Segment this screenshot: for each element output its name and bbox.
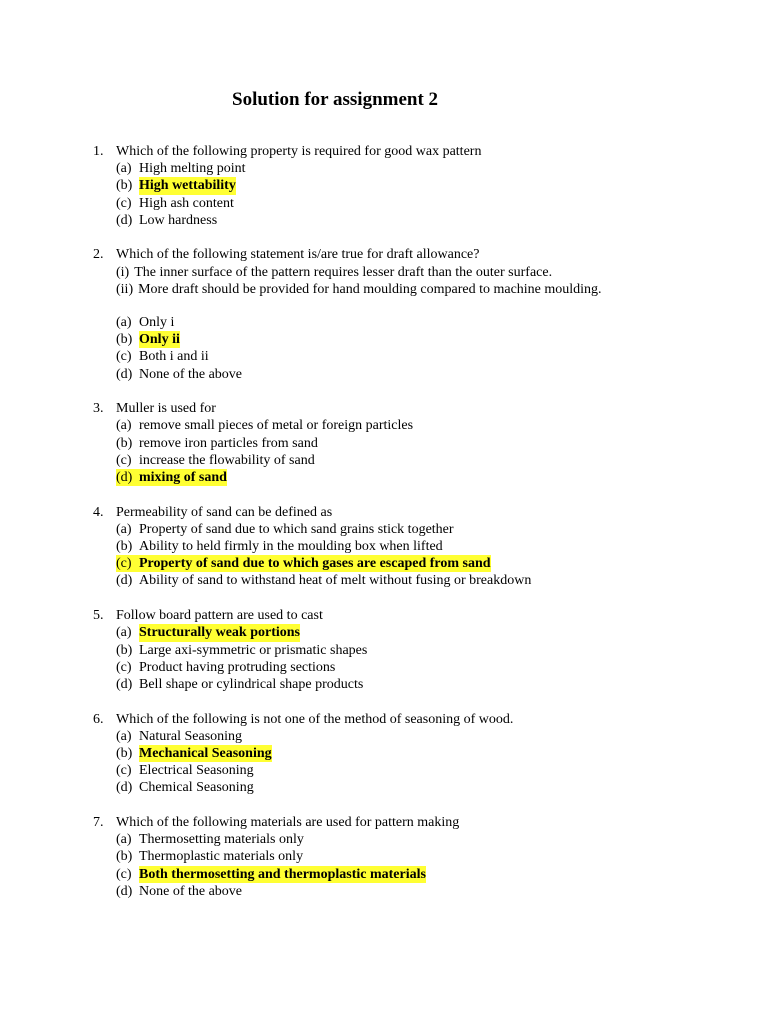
option-text: Low hardness: [139, 212, 218, 228]
option-text: Both i and ii: [139, 349, 209, 365]
option-label: (a): [116, 315, 132, 330]
page-title: Solution for assignment 2: [232, 89, 439, 110]
answer-highlight: Property of sand due to which gases are escaped from sand: [139, 556, 491, 572]
question-text: Muller is used for: [116, 401, 216, 417]
statement-item: [93, 281, 733, 298]
option-label: (a): [116, 625, 132, 641]
question-4: [93, 504, 733, 590]
option-item: [93, 762, 733, 779]
option-text: Thermosetting materials only: [139, 832, 304, 848]
option-item: [93, 642, 733, 659]
option-label: (c): [116, 452, 132, 468]
option-item: [93, 452, 733, 469]
question-stem: [93, 814, 733, 831]
option-label: (d): [116, 676, 133, 692]
statement-label: (i): [116, 264, 130, 280]
option-text: None of the above: [139, 366, 243, 382]
option-item: [93, 417, 733, 434]
option-text: Chemical Seasoning: [139, 780, 254, 796]
spacer: [93, 229, 733, 247]
option-label: (c): [116, 555, 139, 572]
spacer: [93, 590, 733, 608]
option-text: Ability to held firmly in the moulding box when lifted: [139, 539, 443, 555]
answer-highlight: Structurally weak portions: [139, 625, 300, 641]
option-item: [93, 366, 733, 383]
statement-item: [93, 264, 733, 281]
answer-option: [93, 469, 733, 486]
option-label: (c): [116, 349, 132, 365]
option-text: Electrical Seasoning: [139, 763, 254, 779]
answer-option: [93, 177, 733, 194]
option-label: (c): [116, 195, 132, 211]
option-label: (a): [116, 161, 132, 177]
option-item: [93, 848, 733, 865]
statement-text: The inner surface of the pattern requires lesser draft than the outer surface.: [134, 264, 553, 280]
question-text: Which of the following statement is/are true for draft allowance?: [116, 247, 480, 263]
option-text: None of the above: [139, 883, 243, 899]
question-stem: [93, 607, 733, 624]
option-text: Ability of sand to withstand heat of melt without fusing or breakdown: [139, 573, 532, 589]
question-3: [93, 400, 733, 486]
question-list: [93, 143, 733, 900]
question-5: [93, 607, 733, 693]
option-label: (c): [116, 763, 132, 779]
option-label: (b): [116, 178, 133, 194]
spacer: [93, 693, 733, 711]
option-text: remove small pieces of metal or foreign particles: [139, 418, 414, 434]
answer-option: [93, 745, 733, 762]
question-2: [93, 246, 733, 382]
option-label: (d): [116, 573, 133, 589]
question-number: 7.: [93, 815, 104, 830]
question-number: 3.: [93, 401, 104, 417]
answer-option: [93, 555, 733, 572]
question-stem: [93, 143, 733, 160]
option-label: (b): [116, 745, 133, 761]
option-text: Property of sand due to which sand grains stick together: [139, 521, 454, 537]
answer-option: [93, 331, 733, 348]
option-text: High ash content: [139, 195, 234, 211]
answer-option: [93, 624, 733, 641]
question-stem: [93, 246, 733, 263]
option-item: [93, 883, 733, 900]
option-label: (b): [116, 642, 133, 658]
question-text: Which of the following materials are used for pattern making: [116, 815, 460, 830]
option-label: (d): [116, 212, 133, 228]
option-text: Thermoplastic materials only: [139, 849, 304, 865]
spacer: [93, 797, 733, 815]
option-label: (b): [116, 435, 133, 451]
question-text: Which of the following property is required for good wax pattern: [116, 144, 482, 159]
answer-highlight: Only ii: [139, 332, 180, 348]
answer-highlight: Both thermosetting and thermoplastic materials: [139, 866, 426, 882]
question-number: 5.: [93, 608, 104, 624]
question-text: Which of the following is not one of the method of seasoning of wood.: [116, 711, 514, 727]
answer-highlight: mixing of sand: [139, 470, 227, 485]
question-6: [93, 711, 733, 797]
spacer: [93, 383, 733, 401]
option-item: [93, 831, 733, 848]
option-item: [93, 160, 733, 177]
option-text: Bell shape or cylindrical shape products: [139, 676, 364, 692]
option-label: (d): [116, 780, 133, 796]
question-stem: [93, 504, 733, 521]
spacer: [93, 486, 733, 504]
answer-highlight: Mechanical Seasoning: [139, 745, 272, 761]
question-text: Follow board pattern are used to cast: [116, 608, 323, 624]
question-stem: [93, 400, 733, 417]
option-item: [93, 538, 733, 555]
question-number: 4.: [93, 504, 104, 520]
option-label: (c): [116, 659, 132, 675]
answer-option: [93, 866, 733, 883]
option-item: [93, 728, 733, 745]
option-text: High melting point: [139, 161, 246, 177]
option-label: (a): [116, 728, 132, 744]
option-label: (d): [116, 883, 133, 899]
option-item: [93, 348, 733, 365]
spacer: [93, 298, 733, 314]
option-text: increase the flowability of sand: [139, 452, 315, 468]
option-item: [93, 212, 733, 229]
question-stem: [93, 711, 733, 728]
option-item: [93, 521, 733, 538]
option-item: [93, 676, 733, 693]
question-number: 6.: [93, 711, 104, 727]
question-number: 1.: [93, 144, 104, 159]
option-item: [93, 572, 733, 589]
option-item: [93, 659, 733, 676]
question-7: [93, 814, 733, 900]
option-label: (d): [116, 366, 133, 382]
question-number: 2.: [93, 247, 104, 263]
option-label: (c): [116, 866, 132, 882]
option-item: [93, 779, 733, 796]
option-label: (a): [116, 418, 132, 434]
option-text: Natural Seasoning: [139, 728, 243, 744]
answer-highlight: High wettability: [139, 178, 236, 194]
option-item: [93, 195, 733, 212]
option-label: (b): [116, 849, 133, 865]
option-label: (a): [116, 521, 132, 537]
option-item: [93, 435, 733, 452]
statement-text: More draft should be provided for hand moulding compared to machine moulding.: [138, 281, 602, 297]
option-label: (b): [116, 332, 133, 348]
statement-label: (ii): [116, 281, 134, 297]
question-text: Permeability of sand can be defined as: [116, 504, 333, 520]
question-1: [93, 143, 733, 229]
option-text: Product having protruding sections: [139, 659, 336, 675]
option-label: (a): [116, 832, 132, 848]
option-text: Large axi-symmetric or prismatic shapes: [139, 642, 368, 658]
option-item: [93, 314, 733, 331]
option-text: Only i: [139, 315, 175, 330]
option-label: (d): [116, 469, 139, 486]
option-text: remove iron particles from sand: [139, 435, 318, 451]
option-label: (b): [116, 539, 133, 555]
